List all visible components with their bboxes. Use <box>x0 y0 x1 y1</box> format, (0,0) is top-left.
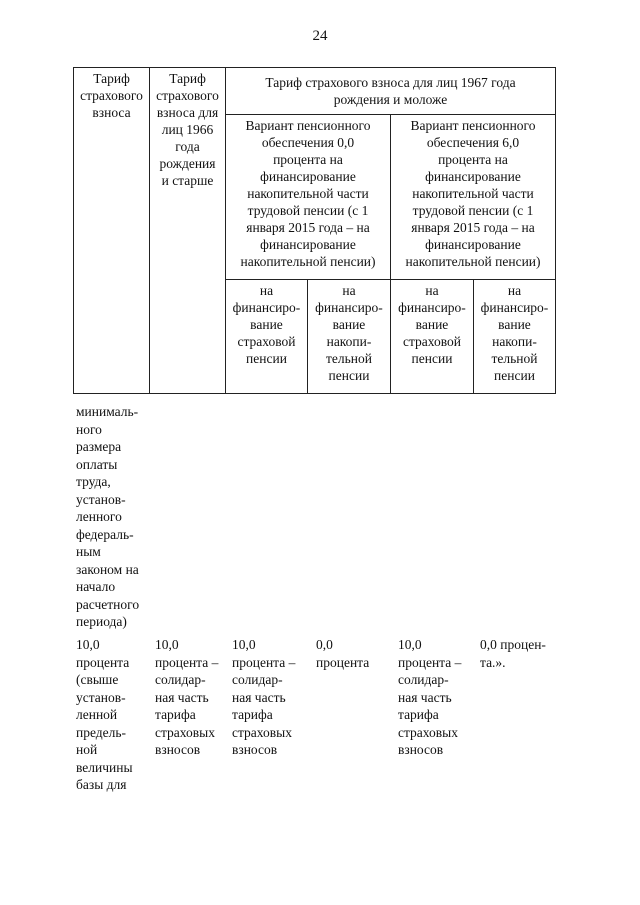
header-col-1966-and-older: Тариф страхового взноса для лиц 1966 года рождения и старше <box>150 68 226 394</box>
page-number: 24 <box>312 28 328 44</box>
continuation-text: минималь- ного размера оплаты труда, установ- ленного федераль- ным законом на начало расчетного периода) <box>76 404 140 629</box>
row-cell-funded-1: 0,0 процента <box>316 637 370 670</box>
header-col-tariff: Тариф страхового взноса <box>74 68 150 394</box>
row-cell-funded-2: 0,0 процен- та.». <box>480 637 546 670</box>
tariff-header-table <box>73 67 556 394</box>
header-sub-insurance-pension-1: на финансиро- вание страховой пенсии <box>226 280 308 394</box>
header-group-1967-and-younger: Тариф страхового взноса для лиц 1967 года рождения и моложе <box>226 68 556 115</box>
row-cell-insurance-1: 10,0 процента – солидар- ная часть тарифа страховых взносов <box>232 637 296 757</box>
header-sub-funded-pension-2: на финансиро- вание накопи- тельной пенсии <box>474 280 556 394</box>
row-cell-insurance-2: 10,0 процента – солидар- ная часть тарифа страховых взносов <box>398 637 462 757</box>
header-variant-6: Вариант пенсионного обеспечения 6,0 процента на финансирование накопительной части трудовой пенсии (с 1 января 2015 года – на финансирование накопительной пенсии) <box>391 115 556 280</box>
row-cell-tariff: 10,0 процента (свыше установ- ленной предель- ной величины базы для <box>76 637 133 792</box>
header-variant-0: Вариант пенсионного обеспечения 0,0 процента на финансирование накопительной части трудовой пенсии (с 1 января 2015 года – на финансирование накопительной пенсии) <box>226 115 391 280</box>
row-cell-1966: 10,0 процента – солидар- ная часть тарифа страховых взносов <box>155 637 219 757</box>
header-sub-insurance-pension-2: на финансиро- вание страховой пенсии <box>391 280 474 394</box>
header-sub-funded-pension-1: на финансиро- вание накопи- тельной пенсии <box>308 280 391 394</box>
